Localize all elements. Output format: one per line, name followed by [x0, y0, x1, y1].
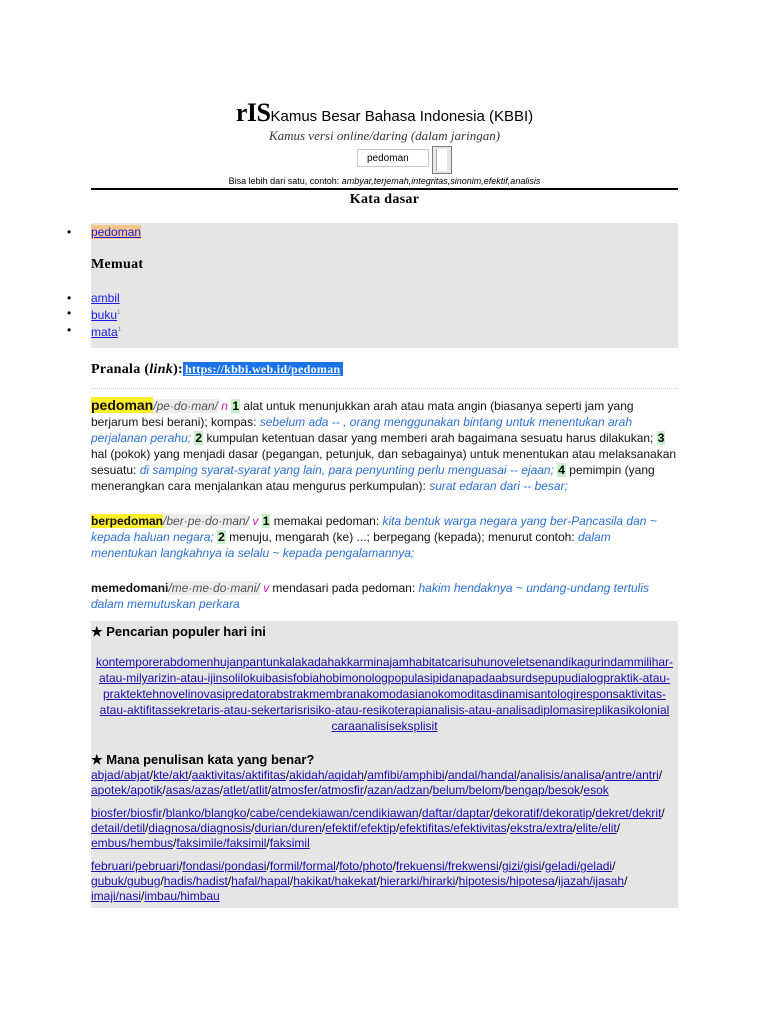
spelling-link[interactable]: faksimile/faksimil: [176, 836, 267, 850]
kata-dasar-heading: Kata dasar: [349, 192, 420, 207]
kata-dasar-list: [91, 223, 678, 240]
popular-link[interactable]: carisuhu: [444, 655, 491, 669]
popular-link[interactable]: analisis-atau-analisa: [424, 703, 534, 717]
spelling-link[interactable]: bengap/besok: [504, 783, 581, 797]
popular-link[interactable]: cara: [331, 719, 355, 733]
popular-link[interactable]: membran: [309, 687, 360, 701]
entry-syllables: /pe·do·man/: [153, 399, 218, 413]
sense-number: 3: [657, 431, 665, 445]
pranala-label: Pranala (: [91, 362, 150, 377]
popular-link[interactable]: hujan: [213, 655, 243, 669]
spelling-link[interactable]: apotek/apotik: [91, 783, 163, 797]
sense-example: surat edaran dari -- besar;: [429, 479, 568, 493]
spelling-link[interactable]: frekuensi/frekwensi: [395, 859, 499, 873]
popular-heading: ★ Pencarian populer hari ini: [91, 624, 266, 639]
spelling-link[interactable]: efektifitas/efektivitas: [399, 821, 507, 835]
popular-link[interactable]: pantun: [242, 655, 280, 669]
popular-link[interactable]: terapi: [394, 703, 425, 717]
popular-link[interactable]: aktivitas-atau-aktifitas: [99, 687, 667, 717]
search-input[interactable]: [357, 149, 429, 167]
sense-example: kita bentuk warga negara yang ber-Pancasila dan ~ kepada haluan negara;: [91, 514, 657, 544]
search-hint: [91, 176, 678, 186]
entry-headword: memedomani: [91, 581, 169, 595]
memuat-link[interactable]: buku: [91, 308, 118, 322]
spelling-link[interactable]: amfibi/amphibi: [367, 768, 445, 782]
page-wrapper: [91, 0, 678, 908]
sense-definition: hal (pokok) yang menjadi dasar (pegangan, petunjuk, dan sebagainya) untuk menentukan atau melaksanakan sesuatu:: [91, 447, 677, 477]
site-subtitle: Kamus versi online/daring (dalam jaringan): [268, 128, 501, 143]
sense-example: di samping syarat-syarat yang lain, para penyunting perlu menguasai -- ejaan;: [139, 463, 554, 477]
spelling-link[interactable]: formil/formal: [269, 859, 336, 873]
sense-definition: alat untuk menunjukkan arah atau mata angin (biasanya seperti jam yang berjarum besi berani); kompas:: [91, 399, 634, 429]
mana-box: [91, 739, 678, 908]
spelling-link[interactable]: belum/belom: [432, 783, 502, 797]
popular-link[interactable]: akomodasi: [359, 687, 418, 701]
entries-divider: [91, 388, 678, 389]
spelling-link[interactable]: aaktivitas/aktifitas: [191, 768, 286, 782]
pranala-link[interactable]: https://kbbi.web.id/pedoman: [185, 362, 341, 376]
entry-berpedoman: [91, 513, 678, 561]
spelling-link[interactable]: faksimil: [269, 836, 310, 850]
spelling-link[interactable]: fondasi/pondasi: [182, 859, 267, 873]
search-button[interactable]: [432, 146, 452, 174]
kata-dasar-link[interactable]: pedoman: [91, 225, 142, 239]
spelling-link[interactable]: akidah/aqidah: [289, 768, 364, 782]
popular-link[interactable]: padaabsurd: [468, 671, 532, 685]
spelling-link[interactable]: daftar/daptar: [421, 806, 490, 820]
mana-group: biosfer/biosfir/​blanko/blangko/​cabe/cendekiawan/cendikiawan/​daftar/daptar/​dekoratif/dekoratip/​dekret/dekrit/​detail/detil/​diagnosa/diagnosis/​durian/duren/​efektif/efektip/​efektifitas/efektivitas/​ekstra/extra/​elite/elit/​embus/hembus/​faksimile/faksimil/​faksimil: [91, 806, 665, 850]
popular-link[interactable]: risiko-atau-resiko: [303, 703, 395, 717]
popular-link[interactable]: kontemporer: [95, 655, 164, 669]
popular-link[interactable]: abstrak: [269, 687, 310, 701]
sense-number: 1: [262, 514, 270, 528]
popular-link[interactable]: solilokui: [222, 671, 266, 685]
sense-number: 2: [218, 530, 225, 544]
entry-syllables: /me·me·do·mani/: [168, 581, 260, 595]
popular-link[interactable]: basis: [265, 671, 294, 685]
spelling-link[interactable]: dekret/dekrit: [595, 806, 662, 820]
popular-link[interactable]: dialog: [571, 671, 604, 685]
spelling-link[interactable]: ekstra/extra: [510, 821, 573, 835]
popular-link[interactable]: kadahak: [301, 655, 347, 669]
spelling-link[interactable]: abjad/abjat: [91, 768, 150, 782]
spelling-link[interactable]: andal/handal: [447, 768, 517, 782]
memuat-heading: Memuat: [91, 257, 144, 272]
popular-box: [91, 621, 678, 739]
spelling-link[interactable]: azan/adzan: [367, 783, 430, 797]
popular-link[interactable]: abdomen: [163, 655, 214, 669]
spelling-link[interactable]: biosfer/biosfir: [91, 806, 163, 820]
popular-link[interactable]: habitat: [408, 655, 445, 669]
popular-link[interactable]: fobia: [293, 671, 320, 685]
popular-link[interactable]: etsen: [518, 655, 549, 669]
popular-link[interactable]: antologi: [533, 687, 576, 701]
spelling-link[interactable]: imbau/himbau: [144, 889, 220, 903]
pranala-label-italic: link: [149, 362, 174, 377]
spelling-link[interactable]: hakikat/hakekat: [293, 874, 377, 888]
popular-link[interactable]: kala: [279, 655, 302, 669]
spelling-link[interactable]: geladi/geladi: [544, 859, 613, 873]
spelling-link[interactable]: imaji/nasi: [91, 889, 142, 903]
spelling-link[interactable]: hierarki/hirarki: [379, 874, 456, 888]
popular-link[interactable]: karmina: [346, 655, 390, 669]
popular-link[interactable]: diplomasi: [533, 703, 585, 717]
spelling-link[interactable]: ijazah/ijasah: [558, 874, 625, 888]
popular-link[interactable]: populasi: [387, 671, 433, 685]
spelling-link[interactable]: gizi/gisi: [501, 859, 542, 873]
site-header: [91, 0, 678, 186]
entry-pos: v: [263, 581, 270, 595]
popular-link[interactable]: pidana: [432, 671, 469, 685]
spelling-link[interactable]: hafal/hapal: [231, 874, 290, 888]
sense-definition: kumpulan ketentuan dasar yang memberi arah bagaimana sesuatu harus dilakukan;: [203, 431, 657, 445]
popular-link[interactable]: sikolonial: [619, 703, 670, 717]
pranala-label-end: ):: [173, 362, 184, 377]
popular-link[interactable]: andika: [548, 655, 584, 669]
popular-link[interactable]: hobi: [319, 671, 342, 685]
sense-definition: menuju, mengarah (ke) ...; berpegang (kepada); menurut contoh:: [225, 530, 579, 544]
entry-pos: v: [252, 514, 259, 528]
sense-definition: pemimpin (yang menerangkan cara menjalankan atau mengurus perkumpulan):: [91, 463, 655, 493]
spelling-link[interactable]: analisis/analisa: [520, 768, 602, 782]
spelling-link[interactable]: efektif/efektip: [325, 821, 396, 835]
sense-number: 4: [558, 463, 565, 477]
popular-link[interactable]: praktik-atau-praktek: [102, 671, 671, 701]
spelling-link[interactable]: atmosfer/atmosfir: [271, 783, 364, 797]
mana-heading: ★ Mana penulisan kata yang benar?: [91, 752, 315, 767]
mana-groups: [91, 768, 678, 904]
spelling-link[interactable]: kte/akt: [153, 768, 189, 782]
spelling-link[interactable]: atlet/atlit: [223, 783, 268, 797]
entry-headword: pedoman: [91, 397, 154, 413]
site-logo[interactable]: rIS: [235, 98, 271, 127]
spelling-link[interactable]: februari/pebruari: [91, 859, 180, 873]
popular-link[interactable]: sekretaris-atau-sekertaris: [167, 703, 304, 717]
popular-link[interactable]: monolog: [341, 671, 388, 685]
spelling-link[interactable]: hadis/hadist: [163, 874, 228, 888]
spelling-link[interactable]: asas/azas: [165, 783, 220, 797]
memuat-link[interactable]: ambil: [91, 291, 120, 305]
memuat-item: [91, 291, 678, 306]
popular-link[interactable]: jam: [389, 655, 409, 669]
spelling-link[interactable]: esok: [583, 783, 609, 797]
sense-definition: memakai pedoman:: [270, 514, 383, 528]
popular-link[interactable]: tehnovel: [142, 687, 188, 701]
popular-link[interactable]: anokomoditas: [417, 687, 493, 701]
mana-group: abjad/abjat/​kte/akt/​aaktivitas/aktifitas/​akidah/aqidah/​amfibi/amphibi/​andal/handal/​analisis/analisa/​antre/antri/​apotek/apotik/​asas/azas/​atlet/atlit/​atmosfer/atmosfir/​azan/adzan/​belum/belom/​bengap/besok/​esok: [91, 768, 663, 797]
popular-link[interactable]: novel: [490, 655, 519, 669]
sense-example: hakim hendaknya ~ undang-undang tertulis dalam memutuskan perkara: [91, 581, 649, 611]
header-divider: [91, 188, 678, 190]
entry-memedomani: [91, 580, 678, 612]
sense-example: sebelum ada -- , orang menggunakan bintang untuk menentukan arah perjalanan perahu;: [91, 415, 633, 445]
entry-pedoman: [91, 397, 678, 494]
popular-links: [91, 654, 678, 734]
site-title: Kamus Besar Bahasa Indonesia (KBBI): [270, 108, 534, 125]
entry-pos: n: [221, 399, 228, 413]
popular-link[interactable]: dinamis: [492, 687, 534, 701]
site-title-row: [91, 98, 678, 128]
sense-definition: mendasari pada pedoman:: [269, 581, 419, 595]
popular-link[interactable]: replika: [584, 703, 620, 717]
spelling-link[interactable]: cabe/cendekiawan/cendikiawan: [249, 806, 419, 820]
memuat-list: [91, 291, 678, 340]
search-row: [131, 149, 678, 175]
spelling-link[interactable]: diagnosa/diagnosis: [148, 821, 252, 835]
spelling-link[interactable]: elite/elit: [576, 821, 617, 835]
spelling-link[interactable]: embus/hembus: [91, 836, 174, 850]
entry-headword: berpedoman: [91, 514, 164, 528]
memuat-item: [91, 306, 678, 323]
spelling-link[interactable]: antre/antri: [604, 768, 659, 782]
search-hint-prefix: Bisa lebih dari satu, contoh:: [228, 176, 342, 186]
homonym-number: 1: [117, 310, 121, 316]
spelling-link[interactable]: durian/duren: [254, 821, 322, 835]
entry-syllables: /ber·pe·do·man/: [163, 514, 250, 528]
popular-link[interactable]: predator: [225, 687, 270, 701]
popular-link[interactable]: izin-atau-ijin: [158, 671, 223, 685]
mana-group: februari/pebruari/​fondasi/pondasi/​formil/formal/​foto/photo/​frekuensi/frekwensi/​gizi/gisi/​geladi/geladi/​gubuk/gubug/​hadis/hadist/​hafal/hapal/​hakikat/hakekat/​hierarki/hirarki/​hipotesis/hipotesa/​ijazah/ijasah/​imaji/nasi/​imbau/himbau: [91, 859, 628, 903]
popular-link[interactable]: inovasi: [187, 687, 226, 701]
popular-link[interactable]: eksplisit: [394, 719, 438, 733]
popular-link[interactable]: milihar-atau-milyar: [98, 655, 674, 685]
spelling-link[interactable]: foto/photo: [339, 859, 393, 873]
sense-number: 1: [232, 399, 239, 413]
popular-link[interactable]: analisis: [354, 719, 395, 733]
kata-dasar-panel: [91, 223, 678, 348]
memuat-link[interactable]: mata: [91, 325, 118, 339]
memuat-item: [91, 323, 678, 340]
popular-link[interactable]: sepupu: [531, 671, 572, 685]
sense-example: dalam menentukan langkahnya ia selalu ~ kepada pengalamannya;: [91, 530, 611, 560]
kata-dasar-item: [91, 225, 678, 240]
popular-link[interactable]: respons: [575, 687, 619, 701]
popular-link[interactable]: gurindam: [583, 655, 634, 669]
search-hint-examples: ambyar,terjemah,integritas,sinonim,efektif,analisis: [341, 176, 541, 186]
pranala-row: [91, 362, 678, 378]
spelling-link[interactable]: gubuk/gubug: [91, 874, 161, 888]
spelling-link[interactable]: detail/detil: [91, 821, 146, 835]
spelling-link[interactable]: dekoratif/dekoratip: [493, 806, 593, 820]
spelling-link[interactable]: hipotesis/hipotesa: [458, 874, 555, 888]
sense-number: 2: [195, 431, 203, 445]
homonym-number: 1: [117, 327, 122, 333]
spelling-link[interactable]: blanko/blangko: [165, 806, 247, 820]
